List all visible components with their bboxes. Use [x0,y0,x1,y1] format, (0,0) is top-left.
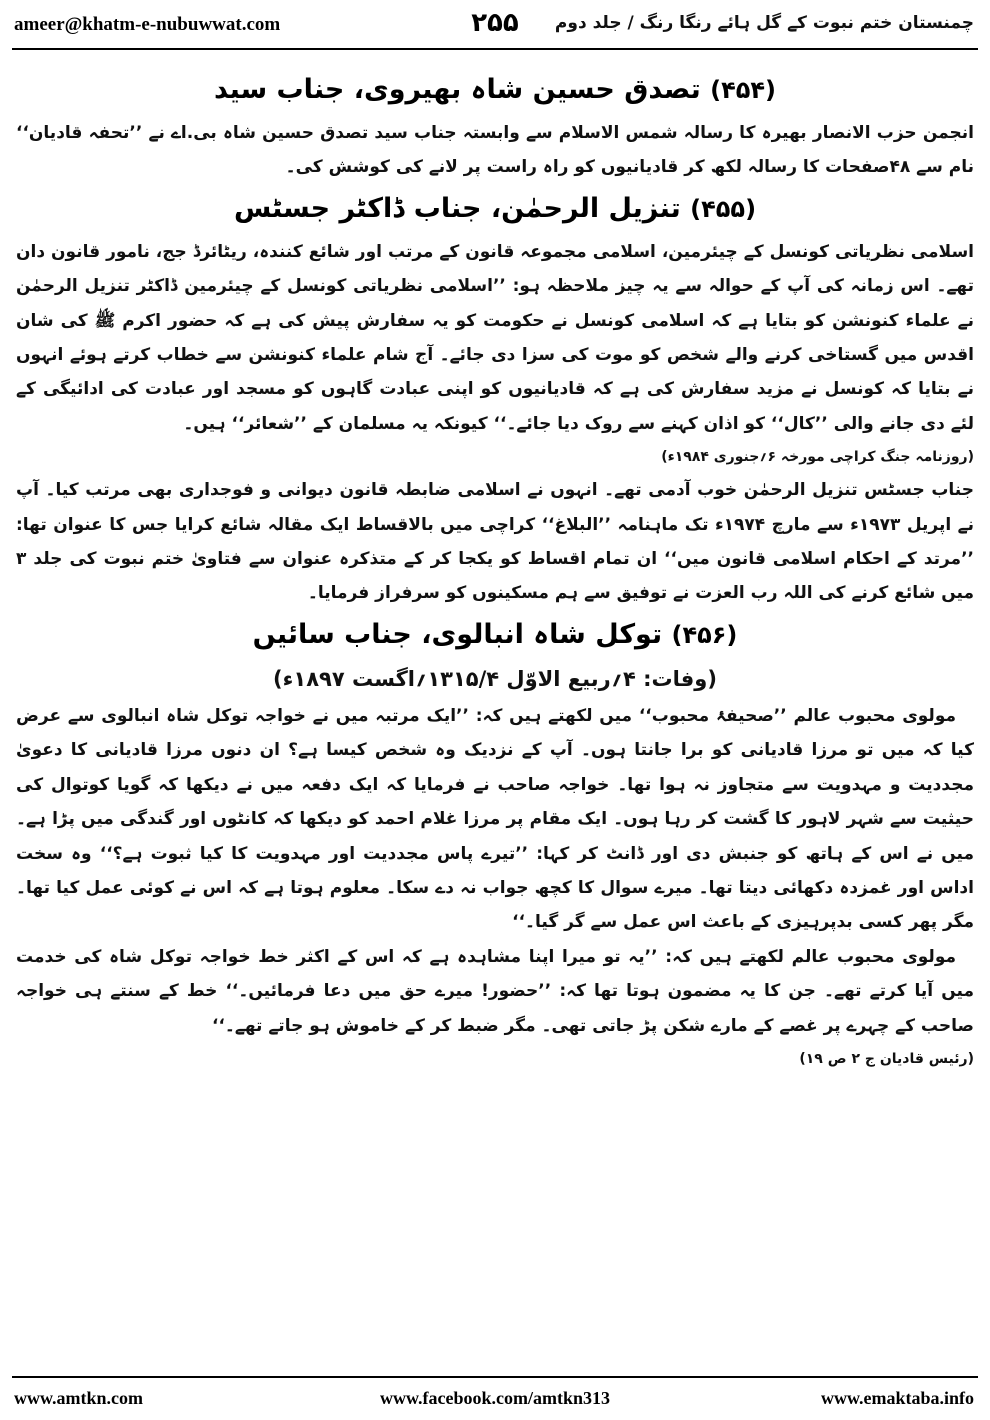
header-divider [12,48,978,50]
section-paragraph: اسلامی نظریاتی کونسل کے چیئرمین، اسلامی مجموعہ قانون کے مرتب اور شائع کنندہ، ریٹائرڈ جج، نامور قانون دان تھے۔ اس زمانہ کی آپ کے حوالہ سے یہ چیز ملاحظہ ہو: ’’اسلامی نظریاتی کونسل کے چیئرمین ڈاکٹر تنزیل الرحمٰن نے علماء کنونشن کو بتایا ہے کہ اسلامی کونسل نے حکومت کو یہ سفارش پیش کی ہے کہ حضور اکرم ﷺ کی شان اقدس میں گستاخی کرنے والے شخص کو موت کی سزا دی جائے۔ آج شام علماء کنونشن سے خطاب کرتے ہوئے انہوں نے بتایا کہ کونسل نے مزید سفارش کی ہے کہ قادیانیوں کو اپنی عبادت گاہوں کو مسجد اور عبادت کی ادائیگی کے لئے دی جانے والی ’’کال‘‘ کو اذان کہنے سے روک دیا جائے۔‘‘ کیونکہ یہ مسلمان کے ’’شعائر‘‘ ہیں۔ [16,241,974,434]
section-paragraph: مولوی محبوب عالم ’’صحیفۂ محبوب‘‘ میں لکھتے ہیں کہ: ’’ایک مرتبہ میں نے خواجہ توکل شاہ انبالوی سے عرض کیا کہ میں تو مرزا قادیانی کو برا جانتا ہوں۔ آپ کے نزدیک وہ شخص کیسا ہے؟ ان دنوں مرزا قادیانی کا دعویٰ مجددیت و مہدویت سے متجاوز نہ ہوا تھا۔ خواجہ صاحب نے فرمایا کہ ایک دفعہ میں نے دیکھا کہ گویا کوتوال کی حیثیت سے شہر لاہور کا گشت کر رہا ہوں۔ ایک مقام پر مرزا غلام احمد کو دیکھا کہ کانٹوں اور گندگی میں پڑا ہے۔ میں نے اس کے ہاتھ کو جنبش دی اور ڈانٹ کر کہا: ’’تیرے پاس مجددیت اور مہدویت کا کیا ثبوت ہے؟‘‘ وہ سخت اداس اور غمزدہ دکھائی دیتا تھا۔ میرے سوال کا کچھ جواب نہ دے سکا۔ معلوم ہوتا ہے کہ اس نے کوئی عمل کیا تھا۔ مگر پھر کسی بدپرہیزی کے باعث اس عمل سے گر گیا۔‘‘ [16,705,974,933]
section-title: تنزیل الرحمٰن، جناب ڈاکٹر جسٹس [233,192,681,224]
page-footer [0,1372,990,1420]
death-date-subheading: (وفات: ۴؍ربیع الاوّل ۱۳۱۵/۴؍اگست ۱۸۹۷ء) [273,666,717,691]
footer-link-facebook[interactable]: www.facebook.com/amtkn313 [380,1388,610,1408]
section-heading-455 [16,187,974,231]
reference-citation: (رئیس قادیان ج ۲ ص ۱۹) [799,1050,974,1067]
section-paragraph: انجمن حزب الانصار بھیرہ کا رسالہ شمس الاسلام سے وابستہ جناب سید تصدق حسین شاہ بی.اے نے ’’تحفہ قادیان‘‘ نام سے ۴۸صفحات کا رسالہ لکھ کر قادیانیوں کو راہ راست پر لانے کی کوشش کی۔ [16,123,974,178]
page-number: ۲۵۵ [471,8,519,38]
section-heading-454 [16,68,974,112]
header-email[interactable]: ameer@khatm-e-nubuwwat.com [14,14,281,35]
section-title: توکل شاہ انبالوی، جناب سائیں [252,618,663,650]
footer-link-amtkn[interactable]: www.amtkn.com [14,1388,143,1408]
reference-citation: (روزنامہ جنگ کراچی مورخہ ۶؍جنوری ۱۹۸۴ء) [661,449,974,466]
section-title: تصدق حسین شاہ بھیروی، جناب سید [213,74,701,105]
page-content [16,66,974,1368]
book-title: چمنستان ختم نبوت کے گل ہائے رنگا رنگ / جلد دوم [554,13,974,33]
page-header [0,0,990,52]
section-heading-456 [16,613,974,657]
footer-link-emaktaba[interactable]: www.emaktaba.info [820,1388,974,1408]
section-number: (۴۵۴) [710,76,777,104]
section-number: (۴۵۶) [671,620,738,649]
section-paragraph: مولوی محبوب عالم لکھتے ہیں کہ: ’’یہ تو میرا اپنا مشاہدہ ہے کہ اس کے اکثر خط خواجہ توکل شاہ کی خدمت میں آیا کرتے تھے۔ جن کا یہ مضمون ہوتا تھا کہ: ’’حضور! میرے حق میں دعا فرمائیں۔‘‘ خط کے سنتے ہی خواجہ صاحب کے چہرے پر غصے کے مارے شکن پڑ جاتی تھی۔ مگر ضبط کر کے خاموش ہو جاتے تھے۔‘‘ [16,946,974,1036]
section-paragraph: جناب جسٹس تنزیل الرحمٰن خوب آدمی تھے۔ انہوں نے اسلامی ضابطہ قانون دیوانی و فوجداری بھی مرتب کیا۔ آپ نے اپریل ۱۹۷۳ء سے مارچ ۱۹۷۴ء تک ماہنامہ ’’البلاغ‘‘ کراچی میں بالاقساط ایک مقالہ شائع کرایا جس کا عنوان تھا: ’’مرتد کے احکام اسلامی قانون میں‘‘ ان تمام اقساط کو یکجا کر کے متذکرہ عنوان سے فتاویٰ ختم نبوت کی جلد ۳ میں شائع کرنے کی اللہ رب العزت نے توفیق سے ہم مسکینوں کو سرفراز فرمایا۔ [16,480,974,604]
section-number: (۴۵۵) [690,194,757,223]
footer-divider [12,1376,978,1378]
